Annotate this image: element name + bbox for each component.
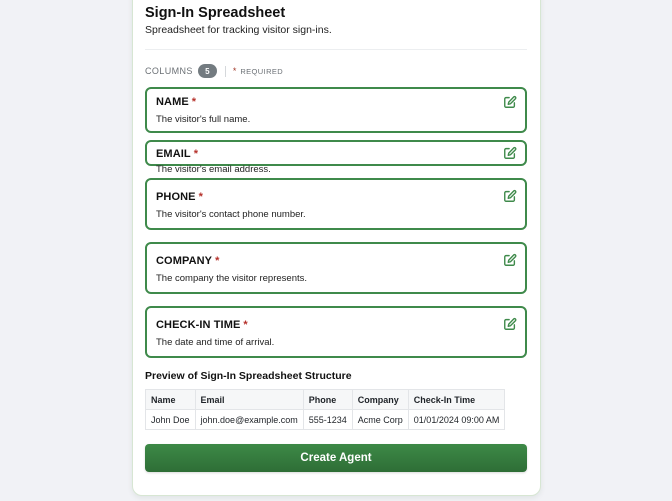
field-title: COMPANY *: [156, 255, 220, 267]
field-description: The visitor's contact phone number.: [156, 209, 306, 220]
edit-pencil-icon[interactable]: [503, 146, 517, 160]
table-cell: 555-1234: [303, 410, 352, 430]
field-description: The company the visitor represents.: [156, 273, 308, 284]
sheet-subtitle: Spreadsheet for tracking visitor sign-ins.: [145, 24, 332, 36]
sheet-title: Sign-In Spreadsheet: [145, 5, 286, 21]
required-asterisk: *: [243, 319, 248, 331]
columns-header: [145, 64, 283, 78]
column-field-company[interactable]: [145, 242, 527, 294]
preview-title: Preview of Sign-In Spreadsheet Structure: [145, 370, 352, 382]
table-row: [146, 410, 505, 430]
divider: [145, 49, 527, 50]
table-header: Company: [352, 390, 408, 410]
table-header-row: [146, 390, 505, 410]
field-title: CHECK-IN TIME *: [156, 319, 248, 331]
column-field-email[interactable]: [145, 140, 527, 166]
table-header: Phone: [303, 390, 352, 410]
required-asterisk: *: [191, 96, 197, 108]
edit-pencil-icon[interactable]: [503, 317, 517, 331]
required-marker: *: [232, 65, 237, 76]
field-title: EMAIL *: [156, 148, 199, 160]
edit-pencil-icon[interactable]: [503, 253, 517, 267]
field-title: NAME *: [156, 96, 197, 108]
table-header: Email: [195, 390, 303, 410]
edit-pencil-icon[interactable]: [503, 95, 517, 109]
table-cell: Acme Corp: [352, 410, 408, 430]
column-field-name[interactable]: [145, 87, 527, 133]
table-header: Name: [146, 390, 196, 410]
table-cell: john.doe@example.com: [195, 410, 303, 430]
preview-table: [145, 389, 505, 430]
field-title: PHONE *: [156, 191, 204, 203]
edit-pencil-icon[interactable]: [503, 189, 517, 203]
table-cell: John Doe: [146, 410, 196, 430]
required-legend: REQUIRED: [240, 66, 284, 76]
table-header: Check-In Time: [408, 390, 505, 410]
column-field-check-in-time[interactable]: [145, 306, 527, 358]
table-cell: 01/01/2024 09:00 AM: [408, 410, 505, 430]
field-description-email: The visitor's email address.: [156, 164, 271, 175]
columns-label: COLUMNS: [145, 66, 193, 76]
required-asterisk: *: [198, 191, 204, 203]
create-agent-button[interactable]: Create Agent: [145, 444, 527, 472]
separator: [225, 66, 226, 77]
required-asterisk: *: [193, 148, 199, 160]
column-field-phone[interactable]: [145, 178, 527, 230]
field-description: The visitor's full name.: [156, 114, 251, 125]
required-asterisk: *: [215, 255, 220, 267]
field-description: The date and time of arrival.: [156, 337, 275, 348]
columns-count-badge: 5: [198, 64, 217, 78]
